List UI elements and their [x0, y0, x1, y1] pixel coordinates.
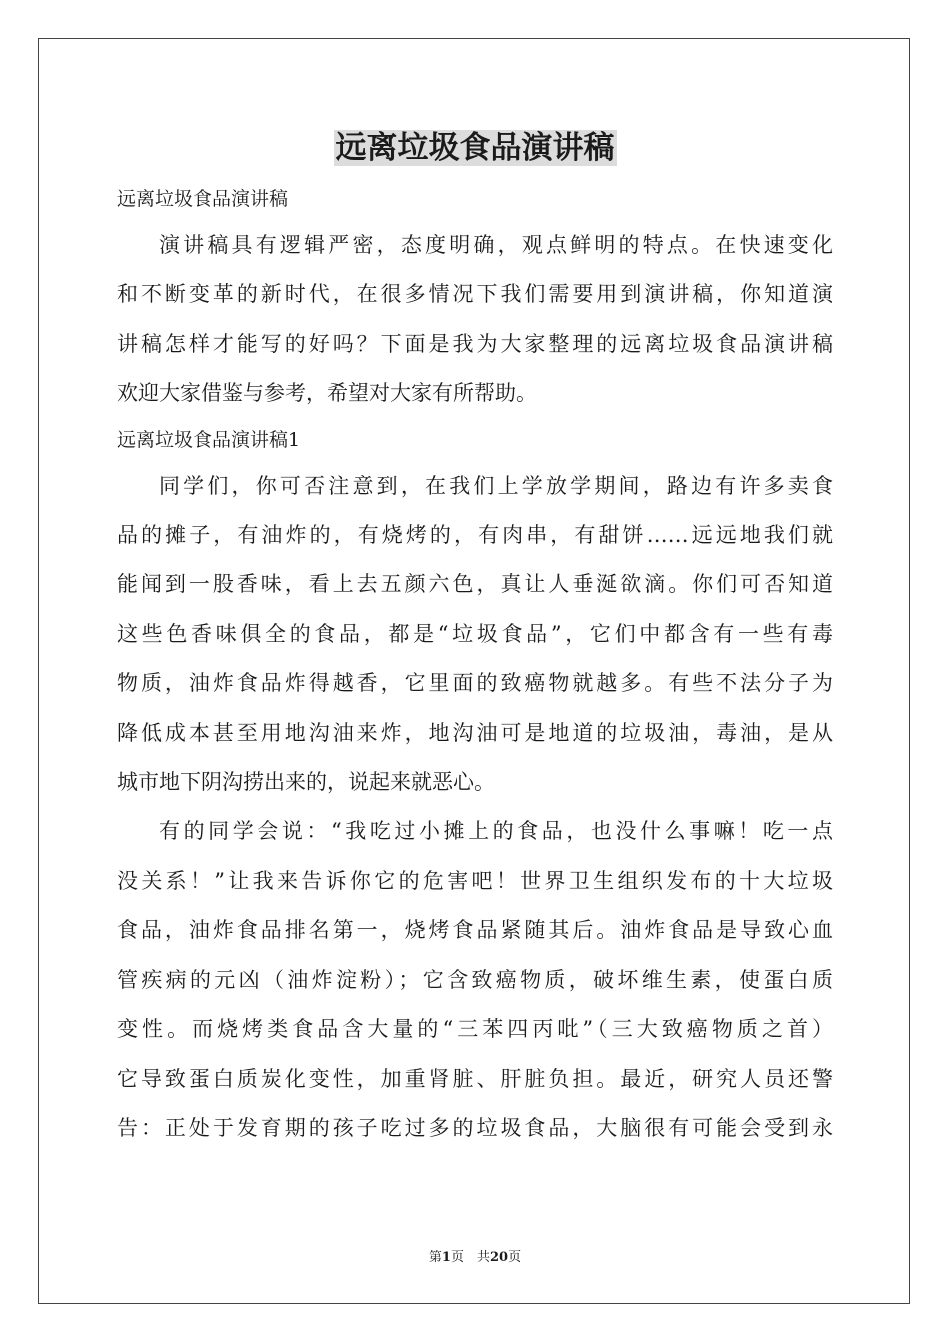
- document-body: [117, 178, 833, 1153]
- intro-paragraph: [117, 221, 833, 419]
- paragraph-line: 城市地下阴沟捞出来的，说起来就恶心。: [117, 770, 495, 795]
- section-heading: 远离垃圾食品演讲稿: [117, 188, 289, 210]
- footer-total-pages: 20: [489, 1250, 509, 1265]
- paragraph-line: 和不断变革的新时代，在很多情况下我们需要用到演讲稿，你知道演: [117, 282, 833, 307]
- footer-page-number: 1: [441, 1250, 451, 1265]
- body-paragraph-1: [117, 462, 833, 808]
- paragraph-line: 能闻到一股香味，看上去五颜六色，真让人垂涎欲滴。你们可否知道: [117, 572, 833, 597]
- body-paragraph-2: [117, 807, 833, 1153]
- paragraph-line: 降低成本甚至用地沟油来炸，地沟油可是地道的垃圾油，毒油，是从: [117, 720, 833, 745]
- document-title-text: 远离垃圾食品演讲稿: [335, 130, 615, 166]
- footer-prefix: 第: [428, 1250, 442, 1265]
- paragraph-line: 讲稿怎样才能写的好吗？下面是我为大家整理的远离垃圾食品演讲稿: [117, 331, 833, 356]
- paragraph-line: 告：正处于发育期的孩子吃过多的垃圾食品，大脑很有可能会受到永: [117, 1115, 833, 1140]
- page-footer: [0, 1249, 950, 1267]
- footer-mid: 页 共: [450, 1250, 490, 1265]
- paragraph-line: 变性。而烧烤类食品含大量的“三苯四丙吡”（三大致癌物质之首）: [117, 1017, 833, 1042]
- paragraph-line: 欢迎大家借鉴与参考，希望对大家有所帮助。: [117, 381, 537, 406]
- paragraph-line: 食品，油炸食品排名第一，烧烤食品紧随其后。油炸食品是导致心血: [117, 918, 833, 943]
- paragraph-line: 物质，油炸食品炸得越香，它里面的致癌物就越多。有些不法分子为: [117, 671, 833, 696]
- paragraph-line: 管疾病的元凶（油炸淀粉）；它含致癌物质，破坏维生素，使蛋白质: [117, 967, 833, 992]
- paragraph-line: 演讲稿具有逻辑严密，态度明确，观点鲜明的特点。在快速变化: [159, 233, 833, 257]
- paragraph-line: 这些色香味俱全的食品，都是“垃圾食品”，它们中都含有一些有毒: [117, 621, 833, 646]
- section-heading: 远离垃圾食品演讲稿1: [117, 428, 301, 451]
- paragraph-line: 同学们，你可否注意到，在我们上学放学期间，路边有许多卖食: [159, 473, 833, 498]
- footer-suffix: 页: [508, 1250, 522, 1265]
- paragraph-line: 品的摊子，有油炸的，有烧烤的，有肉串，有甜饼……远远地我们就: [117, 523, 833, 548]
- paragraph-line: 有的同学会说：“我吃过小摊上的食品，也没什么事嘛！吃一点: [159, 819, 833, 844]
- document-title: [0, 128, 950, 168]
- paragraph-line: 没关系！”让我来告诉你它的危害吧！世界卫生组织发布的十大垃圾: [117, 868, 833, 893]
- paragraph-line: 它导致蛋白质炭化变性，加重肾脏、肝脏负担。最近，研究人员还警: [117, 1066, 833, 1091]
